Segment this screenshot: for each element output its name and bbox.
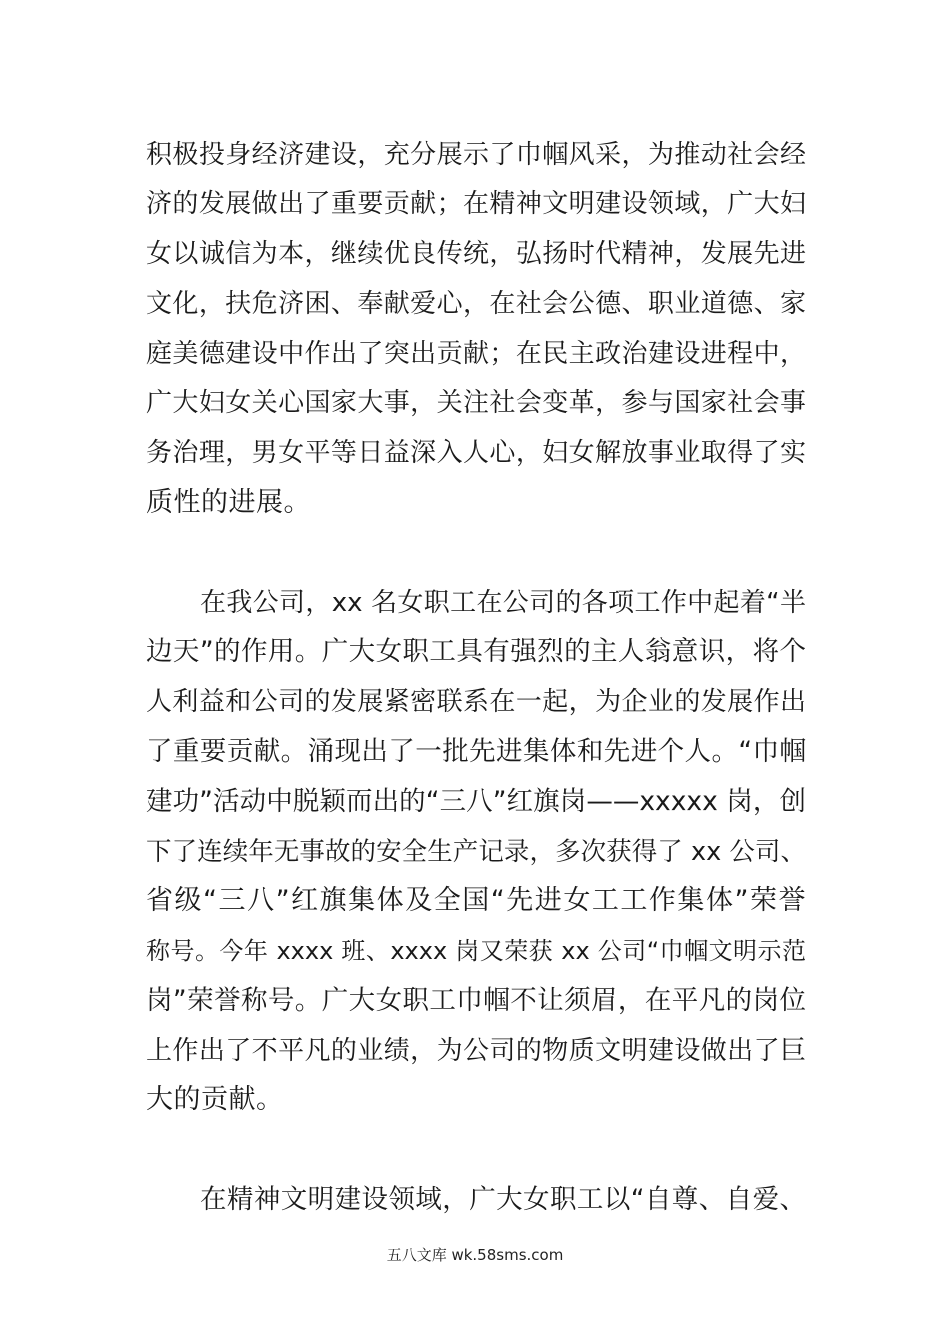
paragraph-2-line-8: 称号。今年 xxxx 班、xxxx 岗又荣获 xx 公司“巾帼文明示范 [146, 937, 806, 965]
paragraph-1-line-8: 质性的进展。 [146, 487, 311, 518]
footer-watermark: 五八文库 wk.58sms.com [386, 1246, 564, 1264]
paragraph-2-line-4: 了重要贡献。涌现出了一批先进集体和先进个人。“巾帼 [146, 736, 806, 767]
paragraph-2-line-11: 大的贡献。 [146, 1084, 284, 1115]
paragraph-1-line-5: 庭美德建设中作出了突出贡献；在民主政治建设进程中， [146, 339, 806, 369]
paragraph-2-line-3: 人利益和公司的发展紧密联系在一起，为企业的发展作出 [146, 687, 806, 717]
paragraph-1-line-7: 务治理，男女平等日益深入人心，妇女解放事业取得了实 [146, 438, 806, 468]
paragraph-1-line-2: 济的发展做出了重要贡献；在精神文明建设领域，广大妇 [146, 189, 806, 219]
paragraph-2-line-1: 在我公司，xx 名女职工在公司的各项工作中起着“半 [200, 588, 806, 618]
paragraph-2-line-10: 上作出了不平凡的业绩，为公司的物质文明建设做出了巨 [146, 1036, 806, 1066]
paragraph-3-line-1: 在精神文明建设领域，广大女职工以“自尊、自爱、 [200, 1184, 806, 1215]
paragraph-2-line-6: 下了连续年无事故的安全生产记录，多次获得了 xx 公司、 [146, 837, 806, 867]
paragraph-1-line-1: 积极投身经济建设，充分展示了巾帼风采，为推动社会经 [146, 140, 806, 170]
paragraph-1-line-6: 广大妇女关心国家大事，关注社会变革，参与国家社会事 [146, 388, 806, 418]
paragraph-2-line-5: 建功”活动中脱颖而出的“三八”红旗岗——xxxxx 岗，创 [146, 786, 806, 817]
paragraph-1-line-4: 文化，扶危济困、奉献爱心，在社会公德、职业道德、家 [146, 289, 806, 319]
paragraph-2-line-7: 省级“三八”红旗集体及全国“先进女工工作集体”荣誉 [146, 885, 806, 916]
paragraph-2-line-9: 岗”荣誉称号。广大女职工巾帼不让须眉，在平凡的岗位 [146, 985, 806, 1016]
paragraph-2-line-2: 边天”的作用。广大女职工具有强烈的主人翁意识，将个 [146, 636, 806, 667]
paragraph-1-line-3: 女以诚信为本，继续优良传统，弘扬时代精神，发展先进 [146, 239, 806, 269]
